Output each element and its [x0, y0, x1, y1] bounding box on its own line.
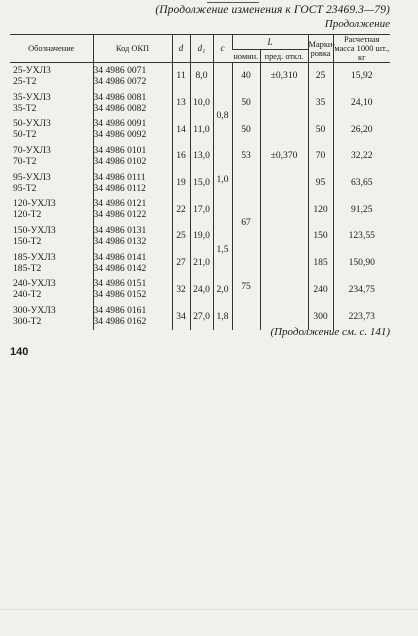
marking-cell: 25	[308, 63, 333, 90]
code-cell: 34 4986 0131 34 4986 0132	[93, 223, 172, 250]
L-nominal-cell: 75	[232, 276, 260, 329]
marking-cell: 185	[308, 249, 333, 276]
mass-cell: 15,92	[333, 63, 390, 90]
code-cell: 34 4986 0141 34 4986 0142	[93, 249, 172, 276]
designation-cell: 25-УХЛ3 25-Т2	[13, 64, 51, 87]
L-nominal-cell: 50	[232, 89, 260, 116]
L-deviation-cell: ±0,310	[260, 63, 308, 90]
continuation-header: (Продолжение изменения к ГОСТ 23469.3—79)	[155, 4, 390, 16]
marking-cell: 300	[308, 303, 333, 330]
code-cell: 34 4986 0081 34 4986 0082	[93, 89, 172, 116]
designation-cell: 95-УХЛ3 95-Т2	[13, 171, 51, 194]
col-code: Код ОКП	[93, 35, 172, 63]
designation-cell: 300-УХЛ3 300-Т2	[13, 305, 56, 328]
d1-cell: 8,0	[190, 63, 213, 90]
col-L: L	[232, 35, 308, 50]
col-d: d	[172, 35, 190, 63]
code-cell: 34 4986 0121 34 4986 0122	[93, 196, 172, 223]
d1-cell: 15,0	[190, 169, 213, 196]
code-cell: 34 4986 0161 34 4986 0162	[93, 303, 172, 330]
mass-cell: 24,10	[333, 89, 390, 116]
d-cell: 34	[172, 303, 190, 330]
designation-cell: 50-УХЛ3 50-Т2	[13, 118, 51, 141]
marking-cell: 120	[308, 196, 333, 223]
c-cell: 2,0	[213, 276, 232, 303]
marking-cell: 95	[308, 169, 333, 196]
table-row	[10, 223, 390, 250]
c-cell: 0,8	[213, 63, 232, 170]
table-row	[10, 63, 390, 90]
d-cell: 22	[172, 196, 190, 223]
table-row	[10, 143, 390, 170]
continued-note: (Продолжение см. с. 141)	[270, 326, 390, 338]
d-cell: 16	[172, 143, 190, 170]
d1-cell: 24,0	[190, 276, 213, 303]
designation-cell: 35-УХЛ3 35-Т2	[13, 91, 51, 114]
continuation-subtitle: Продолжение	[324, 18, 390, 30]
designation-cell: 120-УХЛ3 120-Т2	[13, 198, 56, 221]
d-cell: 25	[172, 223, 190, 250]
mass-cell: 26,20	[333, 116, 390, 143]
code-cell: 34 4986 0091 34 4986 0092	[93, 116, 172, 143]
top-rule	[207, 2, 259, 3]
d1-cell: 10,0	[190, 89, 213, 116]
code-cell: 34 4986 0111 34 4986 0112	[93, 169, 172, 196]
c-cell: 1,5	[213, 223, 232, 276]
mass-cell: 63,65	[333, 169, 390, 196]
d1-cell: 13,0	[190, 143, 213, 170]
d1-cell: 11,0	[190, 116, 213, 143]
d-cell: 32	[172, 276, 190, 303]
mass-cell: 32,22	[333, 143, 390, 170]
L-nominal-cell: 53	[232, 143, 260, 170]
d-cell: 27	[172, 249, 190, 276]
col-d1: d₁	[190, 35, 213, 63]
col-marking: Марки-ровка	[308, 35, 333, 63]
col-designation: Обозначение	[10, 35, 93, 63]
code-cell: 34 4986 0101 34 4986 0102	[93, 143, 172, 170]
page-number: 140	[10, 346, 29, 358]
d-cell: 19	[172, 169, 190, 196]
d1-cell: 21,0	[190, 249, 213, 276]
col-L-deviation: пред. откл.	[260, 50, 308, 63]
mass-cell: 234,75	[333, 276, 390, 303]
mass-cell: 91,25	[333, 196, 390, 223]
mass-cell: 123,55	[333, 223, 390, 250]
table-row	[10, 89, 390, 116]
c-cell: 1,8	[213, 303, 232, 330]
marking-cell: 240	[308, 276, 333, 303]
table-row	[10, 196, 390, 223]
L-nominal-cell: 50	[232, 116, 260, 143]
marking-cell: 70	[308, 143, 333, 170]
designation-cell: 70-УХЛ3 70-Т2	[13, 144, 51, 167]
L-nominal-cell: 67	[232, 169, 260, 276]
designation-cell: 240-УХЛ3 240-Т2	[13, 278, 56, 301]
L-nominal-cell: 40	[232, 63, 260, 90]
page-edge	[0, 609, 418, 610]
marking-cell: 150	[308, 223, 333, 250]
c-cell: 1,0	[213, 169, 232, 222]
designation-cell: 185-УХЛ3 185-Т2	[13, 251, 56, 274]
table-row	[10, 169, 390, 196]
table-row	[10, 276, 390, 303]
d-cell: 11	[172, 63, 190, 90]
d1-cell: 17,0	[190, 196, 213, 223]
L-deviation-cell: ±0,370	[260, 89, 308, 329]
table-row	[10, 116, 390, 143]
designation-cell: 150-УХЛ3 150-Т2	[13, 224, 56, 247]
col-mass: Расчетная масса 1000 шт., кг	[334, 35, 390, 62]
d-cell: 14	[172, 116, 190, 143]
code-cell: 34 4986 0071 34 4986 0072	[93, 63, 172, 90]
marking-cell: 50	[308, 116, 333, 143]
code-cell: 34 4986 0151 34 4986 0152	[93, 276, 172, 303]
d1-cell: 19,0	[190, 223, 213, 250]
mass-cell: 223,73	[333, 303, 390, 330]
marking-cell: 35	[308, 89, 333, 116]
d1-cell: 27,0	[190, 303, 213, 330]
col-c: c	[213, 35, 232, 63]
d-cell: 13	[172, 89, 190, 116]
table-row	[10, 249, 390, 276]
spec-table	[10, 34, 390, 330]
col-L-nominal: номин.	[233, 51, 259, 61]
mass-cell: 150,90	[333, 249, 390, 276]
